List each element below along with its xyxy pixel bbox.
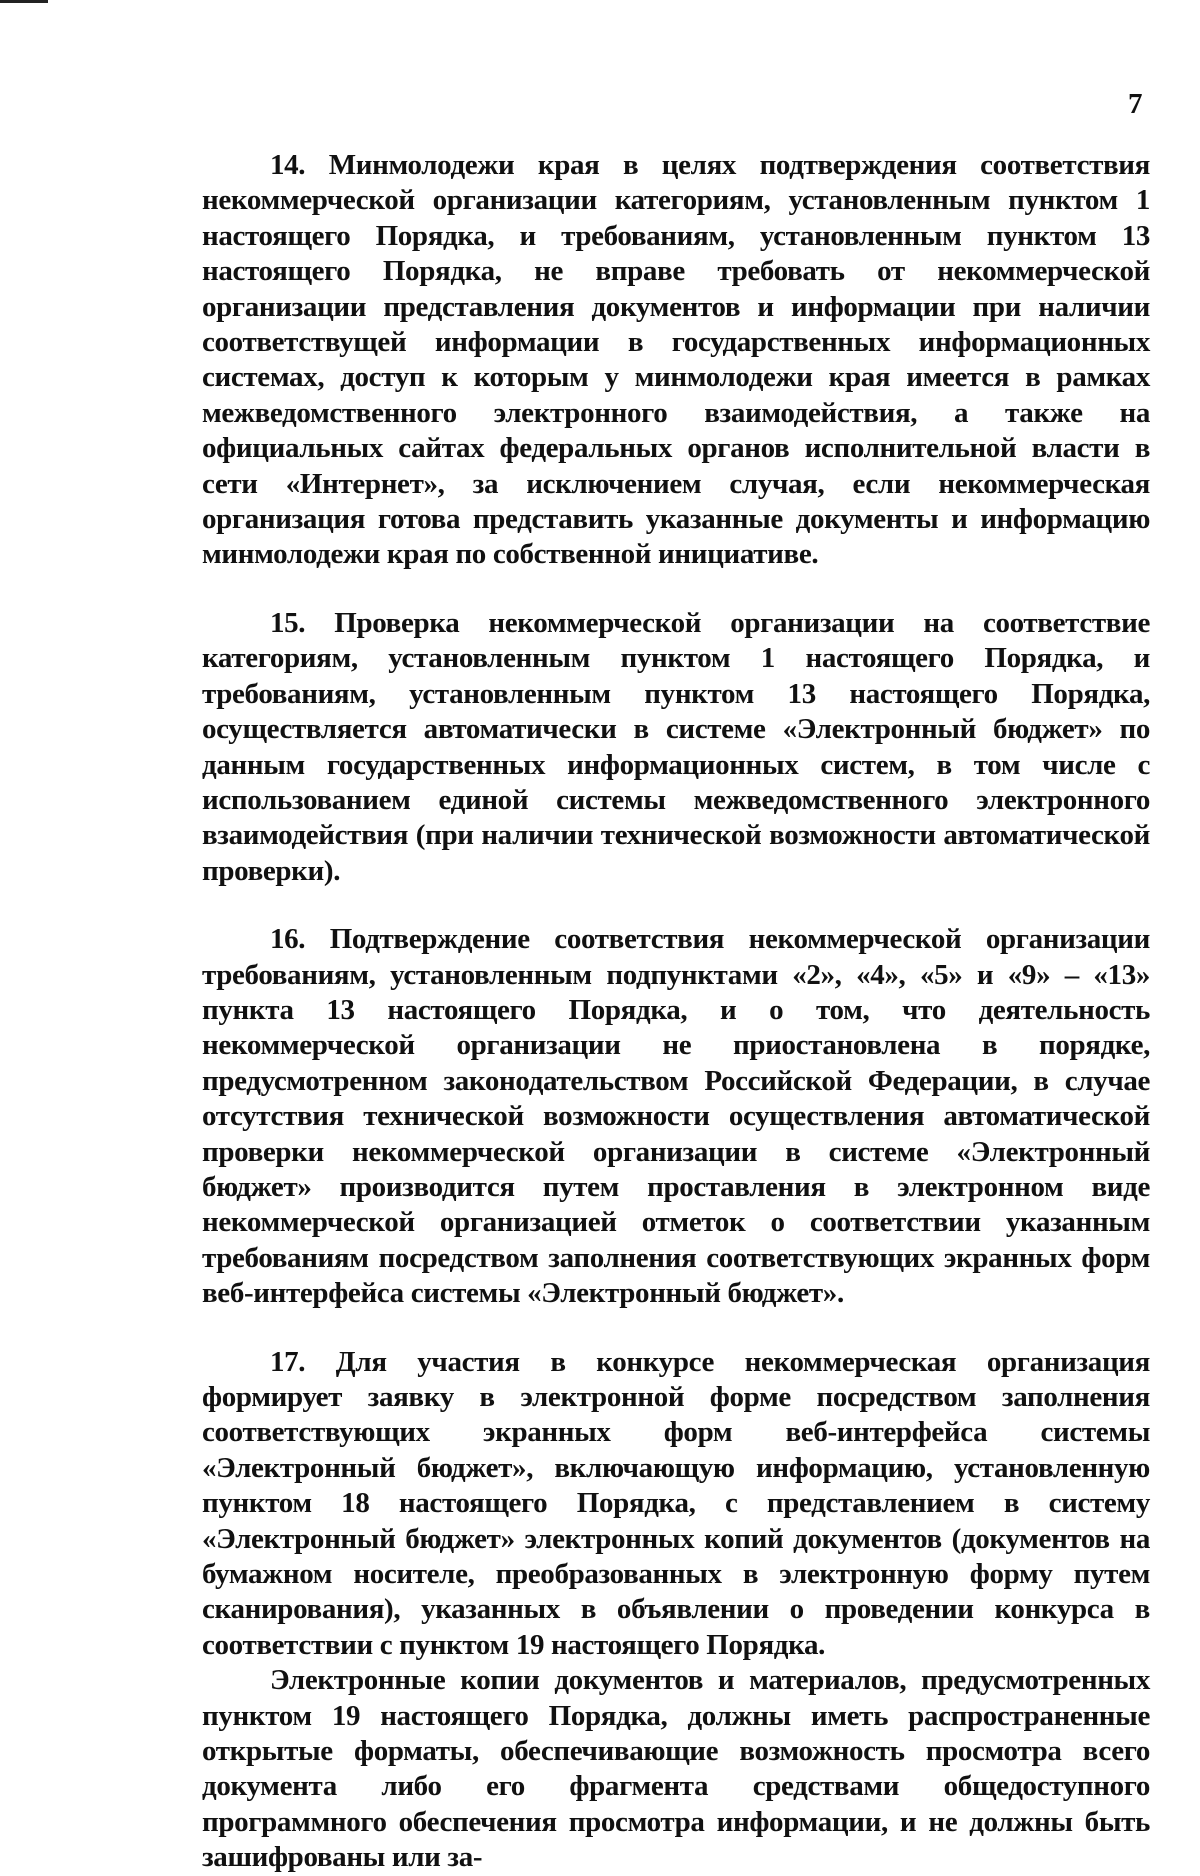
paragraph-17-continuation: Электронные копии документов и материалов, предусмотренных пунктом 19 настоящего Порядка, должны иметь распространенные открытые форматы, обеспечивающие возможность просмотра всего документа либо его фрагмента средствами общедоступного программного обеспечения просмотра информации, и не должны быть зашифрованы или за- xyxy=(202,1664,1150,1874)
paragraph-17: 17. Для участия в конкурсе некоммерческая организация формирует заявку в электронной форме посредством заполнения соответствующих экранных форм веб-интерфейса системы «Электронный бюджет», включающую информацию, установленную пунктом 18 настоящего Порядка, с представлением в систему «Электронный бюджет» электронных копий документов (документов на бумажном носителе, преобразованных в электронную форму путем сканирования), указанных в объявлении о проведении конкурса в соответствии с пунктом 19 настоящего Порядка. xyxy=(202,1345,1150,1661)
scan-edge-mark xyxy=(0,0,48,3)
page-number: 7 xyxy=(1128,88,1143,120)
document-body xyxy=(202,148,1150,1876)
paragraph-14: 14. Минмолодежи края в целях подтверждения соответствия некоммерческой организации категориям, установленным пунктом 1 настоящего Порядка, и требованиям, установленным пунктом 13 настоящего Порядка, не вправе требовать от некоммерческой организации представления документов и информации при наличии соответствущей информации в государственных информационных системах, доступ к которым у минмолодежи края имеется в рамках межведомственного электронного взаимодействия, а также на официальных сайтах федеральных органов исполнительной власти в сети «Интернет», за исключением случая, если некоммерческая организация готова представить указанные документы и информацию минмолодежи края по собственной инициативе. xyxy=(202,149,1150,571)
paragraph-15: 15. Проверка некоммерческой организации на соответствие категориям, установленным пунктом 1 настоящего Порядка, и требованиям, установленным пунктом 13 настоящего Порядка, осуществляется автоматически в системе «Электронный бюджет» по данным государственных информационных систем, в том числе с использованием единой системы межведомственного электронного взаимодействия (при наличии технической возможности автоматической проверки). xyxy=(202,606,1150,887)
paragraph-16: 16. Подтверждение соответствия некоммерческой организации требованиям, установленным подпунктами «2», «4», «5» и «9» – «13» пункта 13 настоящего Порядка, и о том, что деятельность некоммерческой организации не приостановлена в порядке, предусмотренном законодательством Российской Федерации, в случае отсутствия технической возможности осуществления автоматической проверки некоммерческой организации в системе «Электронный бюджет» производится путем проставления в электронном виде некоммерческой организацией отметок о соответствии указанным требованиям посредством заполнения соответствующих экранных форм веб-интерфейса системы «Электронный бюджет». xyxy=(202,923,1150,1310)
